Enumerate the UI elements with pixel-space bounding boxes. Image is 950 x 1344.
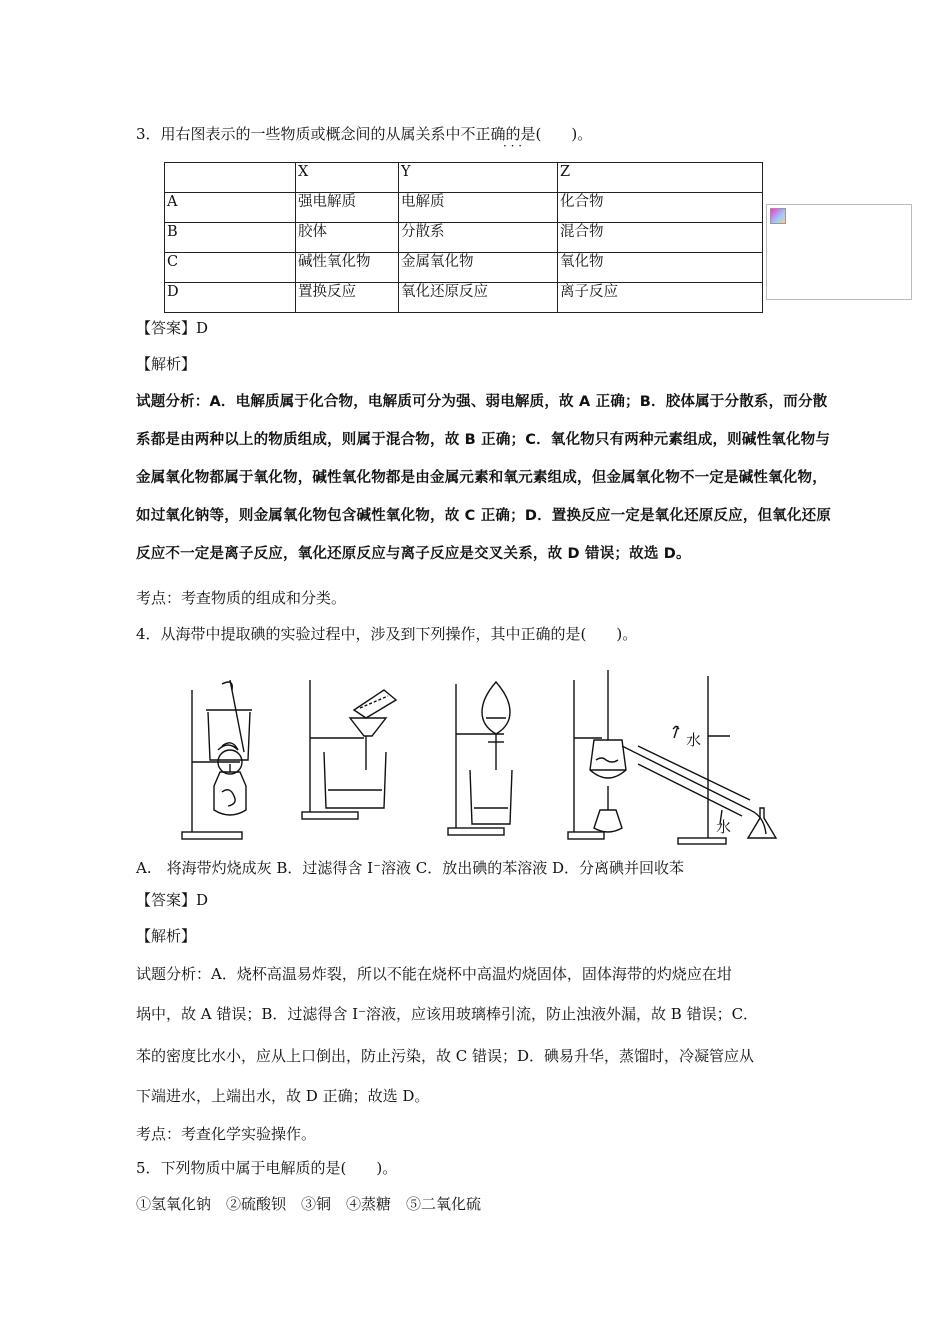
q4-analysis-line: 埚中，故 A 错误；B．过滤得含 I⁻溶液，应该用玻璃棒引流，防止浊液外漏，故 B 错误；C． <box>136 1005 759 1023</box>
table-row <box>165 223 763 253</box>
apparatus-d-distillation <box>568 670 776 844</box>
table-cell: C <box>165 253 296 283</box>
table-cell: X <box>296 163 399 193</box>
table-cell: 分散系 <box>399 223 558 253</box>
table-cell: B <box>165 223 296 253</box>
q5-items: ①氢氧化钠 ②硫酸钡 ③铜 ④蒸糖 ⑤二氧化硫 <box>136 1195 482 1213</box>
table-row <box>165 283 763 313</box>
q4-analysis-line: 试题分析：A．烧杯高温易炸裂，所以不能在烧杯中高温灼烧固体，固体海带的灼烧应在坩 <box>136 965 732 983</box>
q4-analysis-line: 下端进水，上端出水，故 D 正确；故选 D。 <box>136 1087 430 1105</box>
q3-analysis-line: 系都是由两种以上的物质组成，则属于混合物，故 B 正确；C．氧化物只有两种元素组成，则碱性氧化物与 <box>136 432 831 448</box>
table-row <box>165 253 763 283</box>
table-cell: 化合物 <box>558 193 763 223</box>
q4-stem: 4．从海带中提取碘的实验过程中，涉及到下列操作，其中正确的是( )。 <box>136 625 638 643</box>
q3-analysis-line: 试题分析：A．电解质属于化合物，电解质可分为强、弱电解质，故 A 正确；B．胶体属于分散系，而分散 <box>136 394 828 410</box>
table-cell: 氧化还原反应 <box>399 283 558 313</box>
table-cell: 混合物 <box>558 223 763 253</box>
q3-analysis-line: 反应不一定是离子反应，氧化还原反应与离子反应是交叉关系，故 D 错误；故选 D。 <box>136 546 691 562</box>
apparatus-b-filtration <box>302 680 396 819</box>
q3-stem: 3．用右图表示的一些物质或概念间的从属关系中不正确的是( )。 <box>136 125 593 143</box>
broken-image-placeholder <box>766 204 912 300</box>
emphasis-dots: · · · <box>503 139 523 153</box>
q3-analysis-title: 【解析】 <box>136 355 197 373</box>
lab-apparatus-figure <box>170 660 790 845</box>
q3-option-table <box>164 162 763 313</box>
q4-answer: 【答案】D <box>136 891 209 909</box>
table-cell: 强电解质 <box>296 193 399 223</box>
table-cell: Z <box>558 163 763 193</box>
apparatus-a-beaker-burning <box>182 680 252 839</box>
q4-analysis-title: 【解析】 <box>136 927 197 945</box>
table-cell: D <box>165 283 296 313</box>
q3-analysis-line: 如过氧化钠等，则金属氧化物包含碱性氧化物，故 C 正确；D．置换反应一定是氧化还原反应，但氧化还原 <box>136 508 832 524</box>
broken-image-icon <box>770 208 786 224</box>
table-cell: Y <box>399 163 558 193</box>
table-cell: 胶体 <box>296 223 399 253</box>
water-outlet-label: 水 <box>716 818 732 836</box>
q4-kaodian: 考点：考查化学实验操作。 <box>136 1125 317 1143</box>
q5-stem: 5．下列物质中属于电解质的是( )。 <box>136 1159 398 1177</box>
table-cell: A <box>165 193 296 223</box>
apparatus-c-separatory-funnel <box>448 682 512 835</box>
table-cell: 金属氧化物 <box>399 253 558 283</box>
q3-analysis-line: 金属氧化物都属于氧化物，碱性氧化物都是由金属元素和氧元素组成，但金属氧化物不一定是碱性氧化物， <box>136 470 827 486</box>
table-row <box>165 193 763 223</box>
table-cell <box>165 163 296 193</box>
q3-answer: 【答案】D <box>136 319 209 337</box>
table-header-row <box>165 163 763 193</box>
table-cell: 离子反应 <box>558 283 763 313</box>
table-cell: 电解质 <box>399 193 558 223</box>
water-inlet-label: 水 <box>686 731 702 749</box>
q3-kaodian: 考点：考查物质的组成和分类。 <box>136 589 347 607</box>
table-cell: 氧化物 <box>558 253 763 283</box>
q4-options: A. 将海带灼烧成灰 B．过滤得含 I⁻溶液 C．放出碘的苯溶液 D．分离碘并回收苯 <box>136 859 685 877</box>
table-cell: 置换反应 <box>296 283 399 313</box>
table-cell: 碱性氧化物 <box>296 253 399 283</box>
q4-analysis-line: 苯的密度比水小，应从上口倒出，防止污染，故 C 错误；D．碘易升华，蒸馏时，冷凝管应从 <box>136 1047 755 1065</box>
